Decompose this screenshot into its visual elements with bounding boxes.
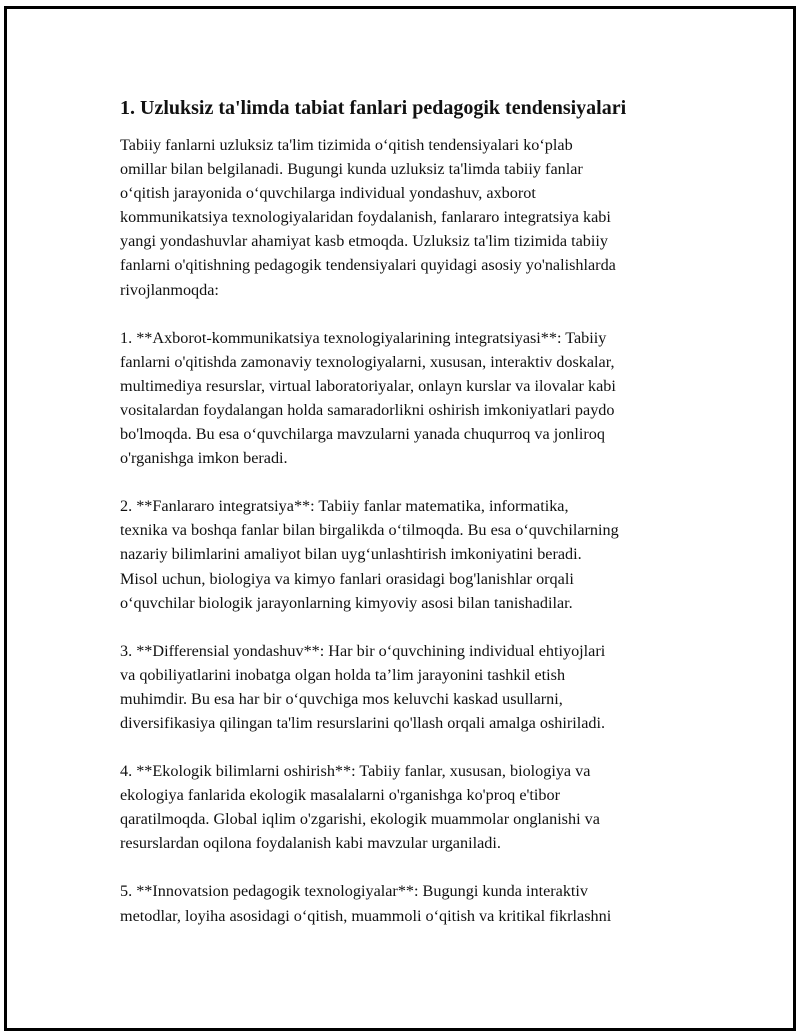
list-item-differential-approach: 3. **Differensial yondashuv**: Har bir oʻquvchining individual ehtiyojlari va qobiliyatlarini inobatga olgan holda taʼlim jarayonini tashkil etish muhimdir. Bu esa har bir oʻquvchiga mos keluvchi kaskad usullarni, diversifikasiya qilingan ta'lim resurslarini qo'llash orqali amalga oshiriladi. (120, 641, 606, 732)
intro-paragraph: Tabiiy fanlarni uzluksiz ta'lim tizimida oʻqitish tendensiyalari koʻplab omillar bilan belgilanadi. Bugungi kunda uzluksiz ta'limda tabiiy fanlar oʻqitish jarayonida oʻquvchilarga individual yondashuv, axborot kommunikatsiya texnologiyalaridan foydalanish, fanlararo integratsiya kabi yangi yondashuvlar ahamiyat kasb etmoqda. Uzluksiz ta'lim tizimida tabiiy fanlarni o'qitishning pedagogik tendensiyalari quyidagi asosiy yo'nalishlarda rivojlanmoqda: (120, 136, 616, 299)
document-title: 1. Uzluksiz ta'limda tabiat fanlari pedagogik tendensiyalari (120, 97, 627, 119)
list-item-innovative-technologies: 5. **Innovatsion pedagogik texnologiyalar**: Bugungi kunda interaktiv metodlar, loyiha asosidagi oʻqitish, muammoli oʻqitish va kritikal fikrlashni (120, 882, 612, 925)
document-body (120, 95, 700, 952)
list-item-ict-integration: 1. **Axborot-kommunikatsiya texnologiyalarining integratsiyasi**: Tabiiy fanlarni o'qitishda zamonaviy texnologiyalarni, xususan, interaktiv doskalar, multimediya resurslar, virtual laboratoriyalar, onlayn kurslar va ilovalar kabi vositalardan foydalangan holda samaradorlikni oshirish imkoniyatlari paydo bo'lmoqda. Bu esa oʻquvchilarga mavzularni yanada chuqurroq va jonliroq o'rganishga imkon beradi. (120, 328, 616, 468)
list-item-interdisciplinary: 2. **Fanlararo integratsiya**: Tabiiy fanlar matematika, informatika, texnika va boshqa fanlar bilan birgalikda oʻtilmoqda. Bu esa oʻquvchilarning nazariy bilimlarini amaliyot bilan uygʻunlashtirish imkoniyatini beradi. Misol uchun, biologiya va kimyo fanlari orasidagi bog'lanishlar orqali oʻquvchilar biologik jarayonlarning kimyoviy asosi bilan tanishadilar. (120, 497, 619, 612)
list-item-ecological-knowledge: 4. **Ekologik bilimlarni oshirish**: Tabiiy fanlar, xususan, biologiya va ekologiya fanlarida ekologik masalalarni o'rganishga ko'proq e'tibor qaratilmoqda. Global iqlim o'zgarishi, ekologik muammolar onglanishi va resurslardan oqilona foydalanish kabi mavzular urganiladi. (120, 762, 600, 853)
document-page (4, 6, 796, 1031)
